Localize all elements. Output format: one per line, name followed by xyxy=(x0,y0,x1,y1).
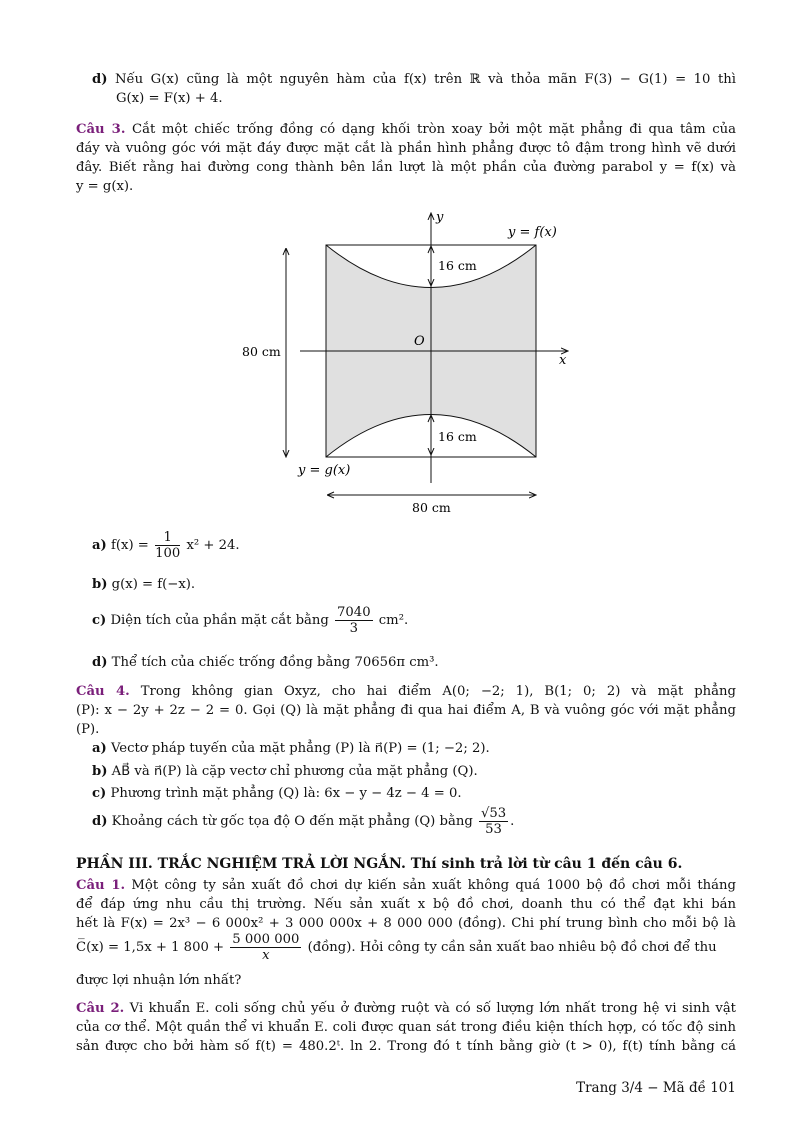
p3q1-line3: hết là F(x) = 2x³ − 6 000x² + 3 000 000x + 8 000 000 (đồng). Chi phí trung bình cho mỗi bộ là xyxy=(76,916,736,931)
q4-label: Câu 4. xyxy=(76,684,130,699)
q3-c-fraction xyxy=(335,605,373,636)
q3-line4: y = g(x). xyxy=(76,179,134,194)
q4-c-text: Phương trình mặt phẳng (Q) là: 6x − y − 4z − 4 = 0. xyxy=(110,786,462,801)
q3-line2: đáy và vuông góc với mặt đáy được mặt cắt là phần hình phẳng được tô đậm trong hình vẽ dưới xyxy=(76,141,736,156)
q4-d-den: 53 xyxy=(485,822,502,837)
q4-text1: Trong không gian Oxyz, cho hai điểm A(0; −2; 1), B(1; 0; 2) và mặt phẳng xyxy=(140,684,736,699)
p3q1-text1: Một công ty sản xuất đồ chơi dự kiến sản xuất không quá 1000 bộ đồ chơi mỗi tháng xyxy=(131,878,736,893)
x-axis-label: x xyxy=(559,353,567,368)
y-axis-label: y xyxy=(436,210,444,225)
q3-a-den: 100 xyxy=(155,546,181,561)
q4-option-d xyxy=(92,806,514,837)
q4-b-label: b) xyxy=(92,764,108,779)
p3q2-line3: sản được cho bởi hàm số f(t) = 480.2ᵗ. ln 2. Trong đó t tính bằng giờ (t > 0), f(t) tính bằng cá xyxy=(76,1039,736,1054)
q2d-text1: Nếu G(x) cũng là một nguyên hàm của f(x) trên ℝ và thỏa mãn F(3) − G(1) = 10 thì xyxy=(115,72,736,87)
q4-option-a xyxy=(92,739,490,758)
q3-c-num: 7040 xyxy=(337,605,371,620)
q4-d-post: . xyxy=(510,814,515,829)
q3-c-post: cm². xyxy=(378,613,409,628)
q3-option-b xyxy=(92,575,195,594)
p3q1-line4 xyxy=(76,932,717,963)
q3-a-post: x² + 24. xyxy=(186,538,240,553)
gap-bottom-label: 16 cm xyxy=(438,429,477,444)
q4-option-c xyxy=(92,784,462,803)
origin-label: O xyxy=(414,334,425,349)
p3q1-fraction xyxy=(230,932,301,963)
q4-d-pre: Khoảng cách từ gốc tọa độ O đến mặt phẳng (Q) bằng xyxy=(111,814,473,829)
p3q2-text1: Vi khuẩn E. coli sống chủ yếu ở đường ruột và có số lượng lớn nhất trong hệ vi sinh vật xyxy=(129,1001,736,1016)
height-label: 80 cm xyxy=(242,344,281,359)
q3-c-pre: Diện tích của phần mặt cắt bằng xyxy=(110,613,329,628)
p3q1-line4-pre: C̅(x) = 1,5x + 1 800 + xyxy=(76,940,225,955)
q4-line3: (P). xyxy=(76,722,100,737)
q4-line1 xyxy=(76,682,736,701)
q4-a-label: a) xyxy=(92,741,107,756)
p3q1-line1 xyxy=(76,876,736,895)
q4-a-text: Vectơ pháp tuyến của mặt phẳng (P) là n⃗(P) = (1; −2; 2). xyxy=(111,741,490,756)
q3-text1: Cắt một chiếc trống đồng có dạng khối tròn xoay bởi một mặt phẳng đi qua tâm của xyxy=(132,122,736,137)
q3-a-label: a) xyxy=(92,538,107,553)
q4-option-b xyxy=(92,762,478,781)
q3-line3: đây. Biết rằng hai đường cong thành bên lần lượt là một phần của đường parabol y = f(x) và xyxy=(76,160,736,175)
q3-a-fraction xyxy=(155,530,180,561)
p3q1-label: Câu 1. xyxy=(76,878,126,893)
q2d-label: d) xyxy=(92,72,108,87)
q4-line2: (P): x − 2y + 2z − 2 = 0. Gọi (Q) là mặt phẳng đi qua hai điểm A, B và vuông góc với mặt phẳng xyxy=(76,703,736,718)
curve-top-label: y = f(x) xyxy=(508,225,557,240)
q3-option-d xyxy=(92,653,439,672)
q3-b-text: g(x) = f(−x). xyxy=(111,577,196,592)
q3-option-a xyxy=(92,530,240,561)
p3q1-den: x xyxy=(262,948,270,963)
q3-d-text: Thể tích của chiếc trống đồng bằng 70656π cm³. xyxy=(111,655,439,670)
curve-bottom-label: y = g(x) xyxy=(298,463,351,478)
p3q1-num: 5 000 000 xyxy=(232,932,300,947)
page-footer: Trang 3/4 − Mã đề 101 xyxy=(576,1080,736,1096)
p3q2-label: Câu 2. xyxy=(76,1001,125,1016)
q4-d-label: d) xyxy=(92,814,108,829)
q3-d-label: d) xyxy=(92,655,108,670)
q3-a-num: 1 xyxy=(155,530,180,546)
q3-line1 xyxy=(76,120,736,139)
q4-d-fraction xyxy=(479,806,508,837)
p3q2-line1 xyxy=(76,999,736,1018)
q4-b-text: AB⃗ và n⃗(P) là cặp vectơ chỉ phương của mặt phẳng (Q). xyxy=(111,764,478,779)
width-label: 80 cm xyxy=(412,500,451,515)
q2d-line2: G(x) = F(x) + 4. xyxy=(116,91,223,106)
q4-c-label: c) xyxy=(92,786,107,801)
p3q2-line2: của cơ thể. Một quần thể vi khuẩn E. coli được quan sát trong điều kiện thích hợp, có tốc độ sinh xyxy=(76,1020,736,1035)
q2d-line1 xyxy=(92,70,736,89)
q3-c-den: 3 xyxy=(349,621,358,636)
p3q1-line4-post: (đồng). Hỏi công ty cần sản xuất bao nhiêu bộ đồ chơi để thu xyxy=(307,940,717,955)
gap-top-label: 16 cm xyxy=(438,258,477,273)
q3-label: Câu 3. xyxy=(76,122,126,137)
drum-cross-section-figure xyxy=(230,205,590,515)
part3-title: PHẦN III. TRẮC NGHIỆM TRẢ LỜI NGẮN. Thí sinh trả lời từ câu 1 đến câu 6. xyxy=(76,856,683,872)
q3-c-label: c) xyxy=(92,613,107,628)
q4-d-num: √53 xyxy=(480,806,507,821)
q3-b-label: b) xyxy=(92,577,108,592)
q3-a-pre: f(x) = xyxy=(111,538,149,553)
p3q1-line5: được lợi nhuận lớn nhất? xyxy=(76,973,242,988)
p3q1-line2: để đáp ứng nhu cầu thị trường. Nếu sản xuất x bộ đồ chơi, doanh thu có thể đạt khi bán xyxy=(76,897,736,912)
q3-option-c xyxy=(92,605,408,636)
